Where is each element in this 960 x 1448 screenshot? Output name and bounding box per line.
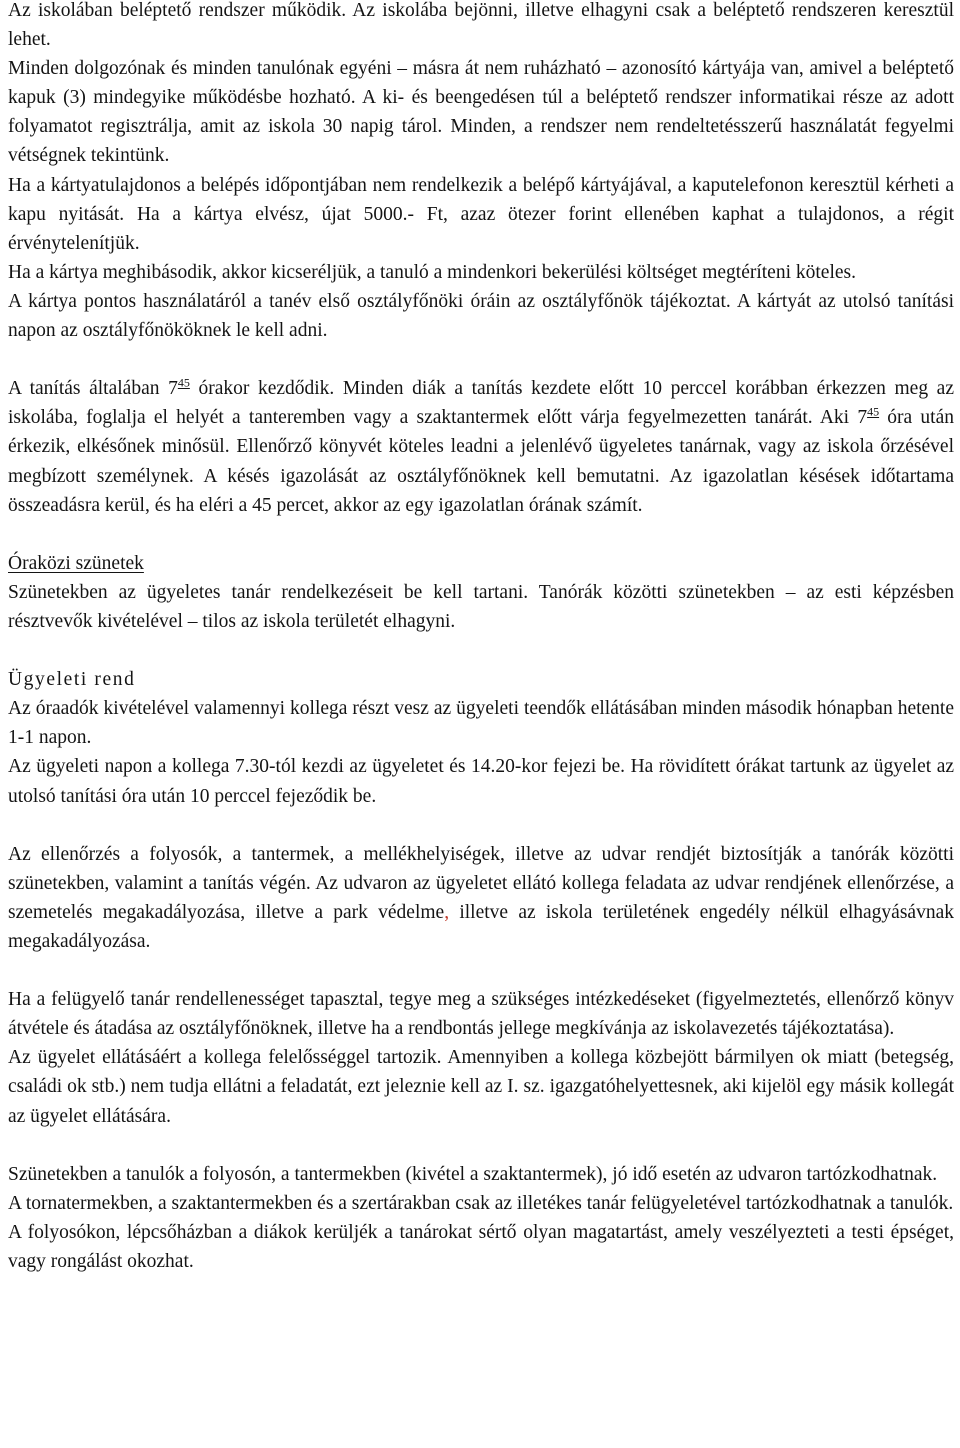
paragraph-duty-participation — [8, 694, 954, 752]
text-start-end: óra után érkezik, elkésőnek minősül. Ellenőrző könyvét köteles leadni a jelenlévő ügyeletes tanárnak, vagy az iskola őrzésével megbízott személynek. A késés igazolását az osztályfőnöknek kell bemutatni. Az igazolatlan késések időtartama összeadásra kerül, és ha eléri a 45 percet, akkor az egy igazolatlan órának számít. — [8, 407, 954, 516]
text-responsibility: Az ügyelet ellátásáért a kollega felelősséggel tartozik. Amennyiben a kollega közbejött bármilyen ok miatt (betegség, családi ok stb.) nem tudja ellátni a feladatát, ezt jeleznie kell az I. sz. igazgatóhelyettesnek, aki kijelöl egy másik kollegát az ügyelet ellátására. — [8, 1047, 954, 1127]
spacer — [8, 520, 954, 549]
text-breaks: Szünetekben az ügyeletes tanár rendelkezéseit be kell tartani. Tanórák közötti szünetekben – az esti képzésben résztvevők kivételével – tilos az iskola területét elhagyni. — [8, 581, 954, 632]
text-start-intro: A tanítás általában — [8, 378, 169, 400]
text-inspection-part1: Az ellenőrzés a folyosók, a tantermek, a mellékhelyiségek, illetve az udvar rendjét biztosítják a tanórák közötti szünetekben, valamint a tanítás végén. Az udvaron az ügyeletet ellátó kollega feladata az udvar rendjének ellenőrzése, a szemetelés megakadályozása, illetve a park védelme — [8, 843, 954, 923]
text-entry-system: Az iskolában beléptető rendszer működik. Az iskolába bejönni, illetve elhagyni csak a beléptető rendszeren keresztül lehet. — [8, 0, 954, 51]
paragraph-entry-system — [8, 0, 954, 54]
paragraph-broken-card — [8, 258, 954, 287]
paragraph-school-start — [8, 374, 954, 519]
start-time-hour: 7 — [168, 378, 178, 400]
document-page — [8, 0, 954, 1276]
text-broken-card: Ha a kártya meghibásodik, akkor kicseréljük, a tanuló a mindenkori bekerülési költséget megtéríteni köteles. — [8, 261, 856, 283]
text-gym-rules: A tornatermekben, a szaktantermekben és a szertárakban csak az illetékes tanár felügyeletével tartózkodhatnak a tanulók. — [8, 1192, 954, 1214]
spacer — [8, 636, 954, 665]
spacer — [8, 345, 954, 374]
paragraph-breaks — [8, 578, 954, 636]
text-lost-card: Ha a kártya elvész, újat 5000.- Ft, azaz ötezer forint ellenében kaphat a tulajdonos, a régit érvénytelenítjük. — [8, 203, 954, 254]
text-missing-card: Ha a kártyatulajdonos a belépés időpontjában nem rendelkezik a belépő kártyájával, a kaputelefonon keresztül kérheti a kapu nyitását. — [8, 174, 954, 225]
start-time-minutes: 45 — [177, 375, 190, 390]
paragraph-inspection — [8, 840, 954, 956]
spacer — [8, 811, 954, 840]
paragraph-duty-hours — [8, 752, 954, 810]
highlighted-comma: , — [444, 901, 450, 923]
text-inspection-part2: illetve az iskola területének engedély nélkül elhagyásávnak megakadályozása. — [8, 901, 954, 952]
text-start-middle: órakor kezdődik. Minden diák a tanítás kezdete előtt 10 perccel korábban érkezzen meg az iskolába, foglalja el helyét a tanteremben vagy a szaktantermek előtt várja fegyelmezetten tanárát. Aki — [8, 378, 954, 429]
paragraph-responsibility — [8, 1043, 954, 1130]
paragraph-id-card — [8, 54, 954, 170]
paragraph-gym-rules — [8, 1189, 954, 1218]
text-id-card: Minden dolgozónak és minden tanulónak egyéni – másra át nem ruházható – azonosító kártyája van, amivel a beléptető kapuk (3) mindegyike működésbe hozható. A ki- és beengedésen túl a beléptető rendszer informatikai része az adott folyamatot regisztrálja, amit az iskola 30 napig tárol. Minden, a rendszer nem rendeltetésszerű használatát fegyelmi vétségnek tekintünk. — [8, 58, 954, 167]
late-time — [857, 404, 880, 429]
late-time-minutes: 45 — [867, 404, 880, 419]
heading-duty-order: Ügyeleti rend — [8, 669, 136, 691]
paragraph-irregularity — [8, 985, 954, 1043]
text-duty-participation: Az óraadók kivételével valamennyi kollega részt vesz az ügyeleti teendők ellátásában minden második hónapban hetente 1-1 napon. — [8, 698, 954, 749]
text-behaviour: A folyosókon, lépcsőházban a diákok kerüljék a tanárokat sértő olyan magatartást, amely veszélyezteti a testi épséget, vagy rongálást okozhat. — [8, 1221, 954, 1273]
text-card-usage: A kártya pontos használatáról a tanév első osztályfőnöki óráin az osztályfőnök tájékoztat. A kártyát az utolsó tanítási napon az osztályfőnököknek le kell adni. — [8, 290, 954, 342]
paragraph-missing-card — [8, 171, 954, 258]
spacer — [8, 1131, 954, 1160]
paragraph-card-usage — [8, 287, 954, 345]
heading-breaks: Óraközi szünetek — [8, 552, 144, 574]
paragraph-student-locations — [8, 1160, 954, 1189]
text-irregularity: Ha a felügyelő tanár rendellenességet tapasztal, tegye meg a szükséges intézkedéseket (figyelmeztetés, ellenőrző könyv átvétele és átadása az osztályfőnöknek, illetve ha a rendbontás jellege megkívánja az iskolavezetés tájékoztatása). — [8, 989, 954, 1040]
spacer — [8, 956, 954, 985]
paragraph-behaviour — [8, 1218, 954, 1276]
text-student-locations: Szünetekben a tanulók a folyosón, a tantermekben (kivétel a szaktantermek), jó idő esetén az udvaron tartózkodhatnak. — [8, 1163, 938, 1185]
late-time-hour: 7 — [857, 407, 868, 429]
text-duty-hours: Az ügyeleti napon a kollega 7.30-tól kezdi az ügyeletet és 14.20-kor fejezi be. Ha rövidített órákat tartunk az ügyelet az utolsó tanítási óra után 10 perccel fejeződik be. — [8, 756, 954, 807]
start-time — [168, 375, 190, 400]
